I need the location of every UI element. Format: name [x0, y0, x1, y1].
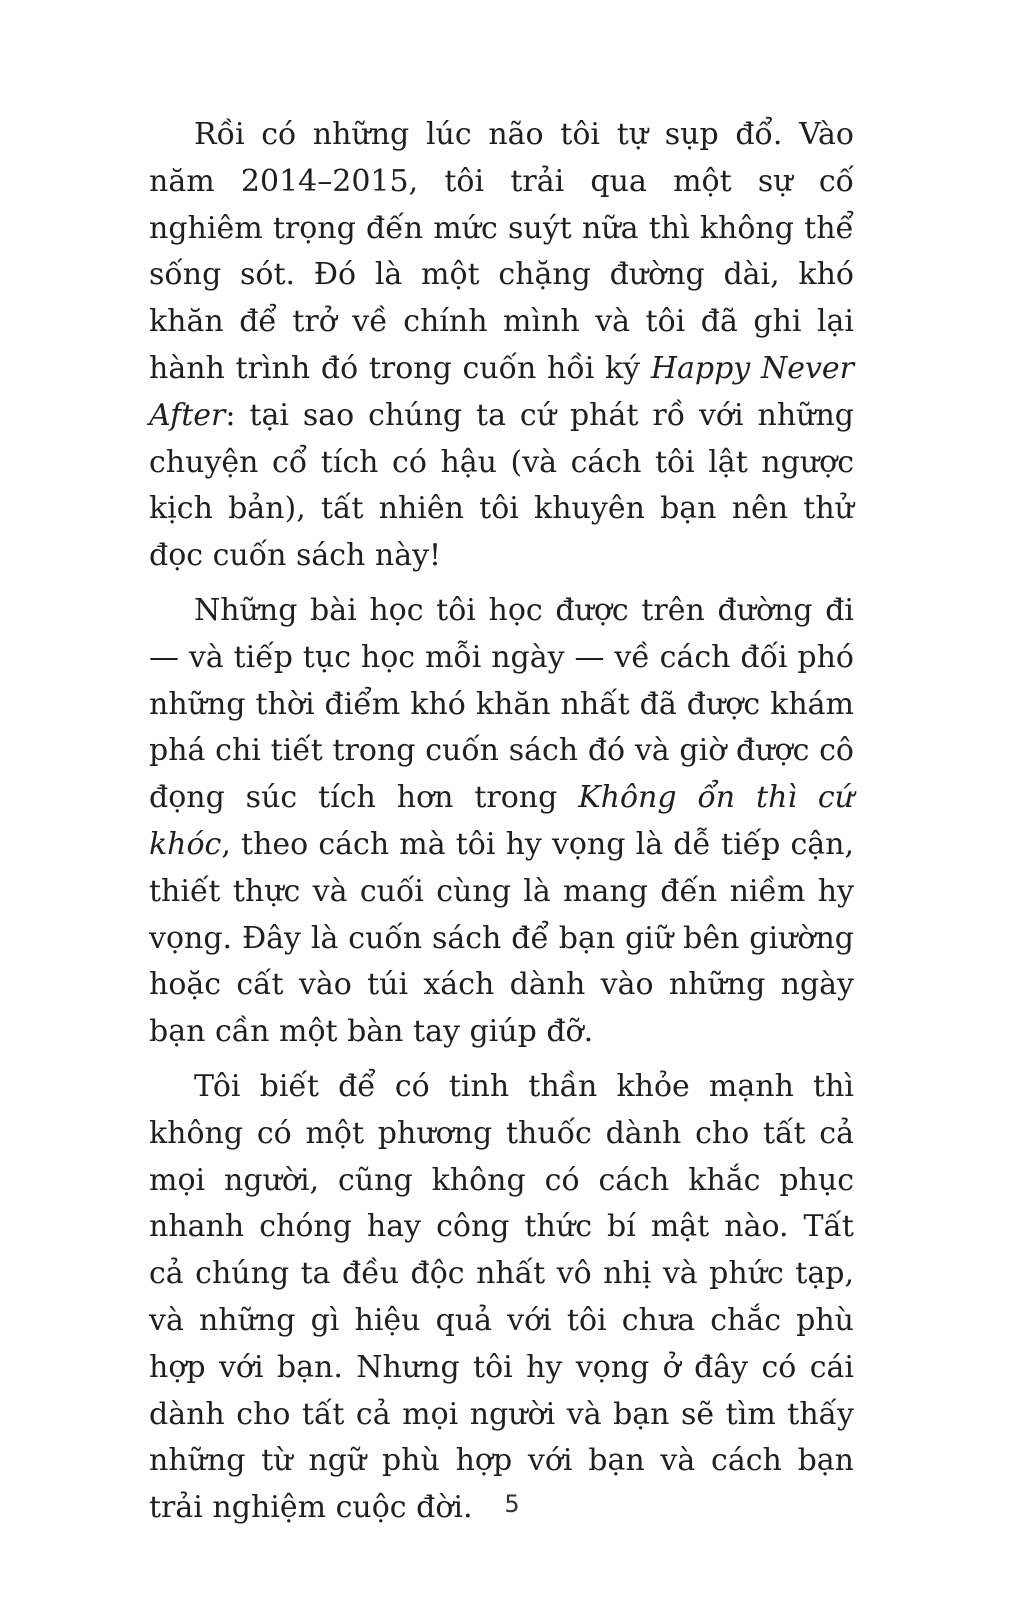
paragraph-2-text-1: Những bài học tôi học được trên đường đi — và tiếp tục học mỗi ngày — về cách đối phó những thời điểm khó khăn nhất đã được khám phá chi tiết trong cuốn sách đó và giờ được cô đọng súc tích hơn trong [149, 592, 854, 816]
paragraph-1 [149, 112, 854, 580]
paragraph-3 [149, 1064, 854, 1532]
paragraph-3-text-1: Tôi biết để có tinh thần khỏe mạnh thì không có một phương thuốc dành cho tất cả mọi người, cũng không có cách khắc phục nhanh chóng hay công thức bí mật nào. Tất cả chúng ta đều độc nhất vô nhị và phức tạp, và những gì hiệu quả với tôi chưa chắc phù hợp với bạn. Nhưng tôi hy vọng ở đây có cái dành cho tất cả mọi người và bạn sẽ tìm thấy những từ ngữ phù hợp với bạn và cách bạn trải nghiệm cuộc đời. [149, 1068, 854, 1526]
paragraph-2 [149, 588, 854, 1056]
body-text [149, 112, 854, 1540]
paragraph-2-text-2: , theo cách mà tôi hy vọng là dễ tiếp cận, thiết thực và cuối cùng là mang đến niềm hy vọng. Đây là cuốn sách để bạn giữ bên giường hoặc cất vào túi xách dành vào những ngày bạn cần một bàn tay giúp đỡ. [149, 826, 854, 1050]
book-title-khong-on-thi-cu-khoc: Không ổn thì cứ khóc [149, 780, 854, 862]
book-title-happy-never-after: Happy Never After [149, 350, 854, 433]
paragraph-1-text-1: Rồi có những lúc não tôi tự sụp đổ. Vào năm 2014–2015, tôi trải qua một sự cố nghiêm trọng đến mức suýt nữa thì không thể sống sót. Đó là một chặng đường dài, khó khăn để trở về chính mình và tôi đã ghi lại hành trình đó trong cuốn hồi ký [149, 117, 854, 386]
paragraph-1-text-2: : tại sao chúng ta cứ phát rồ với những chuyện cổ tích có hậu (và cách tôi lật ngược kịch bản), tất nhiên tôi khuyên bạn nên thử đọc cuốn sách này! [149, 397, 854, 574]
page-number: 5 [504, 1490, 520, 1518]
